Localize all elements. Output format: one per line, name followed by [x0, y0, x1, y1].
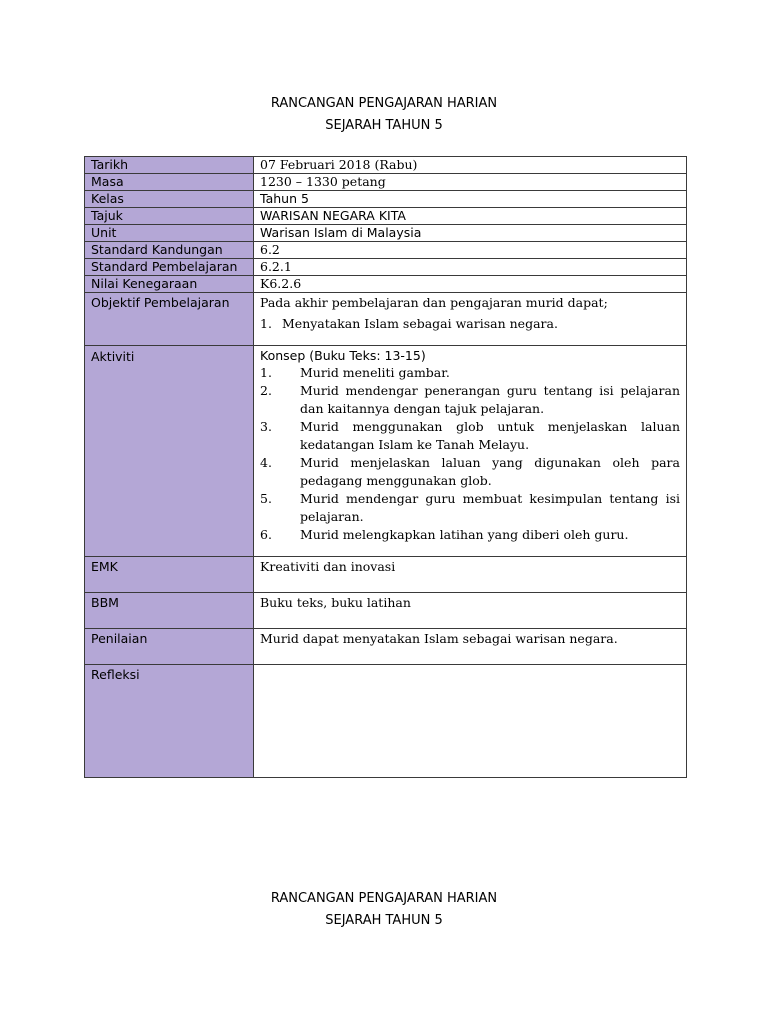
- row-tajuk: [85, 208, 687, 225]
- label-standard-kandungan: Standard Kandungan: [85, 242, 254, 259]
- value-emk: Kreativiti dan inovasi: [254, 557, 687, 593]
- objective-number: 1.: [260, 316, 272, 331]
- row-unit: [85, 225, 687, 242]
- label-refleksi: Refleksi: [85, 665, 254, 778]
- activity-number: 1.: [260, 365, 272, 380]
- value-objektif: [254, 293, 687, 346]
- activity-text: Murid meneliti gambar.: [300, 365, 450, 380]
- list-item: [260, 490, 680, 526]
- activity-text: Murid mendengar guru membuat kesimpulan tentang isi pelajaran.: [300, 491, 680, 524]
- heading-title: RANCANGAN PENGAJARAN HARIAN: [270, 891, 498, 906]
- label-kelas: Kelas: [85, 191, 254, 208]
- list-item: [260, 526, 680, 544]
- label-nilai-kenegaraan: Nilai Kenegaraan: [85, 276, 254, 293]
- activity-number: 2.: [260, 383, 272, 398]
- heading-subtitle: SEJARAH TAHUN 5: [325, 118, 443, 133]
- list-item: [260, 382, 680, 418]
- label-tarikh: Tarikh: [85, 157, 254, 174]
- label-masa: Masa: [85, 174, 254, 191]
- value-aktiviti: [254, 346, 687, 557]
- value-tajuk: WARISAN NEGARA KITA: [254, 208, 687, 225]
- objective-list: [260, 315, 680, 332]
- value-nilai-kenegaraan: K6.2.6: [254, 276, 687, 293]
- value-bbm: Buku teks, buku latihan: [254, 593, 687, 629]
- row-penilaian: [85, 629, 687, 665]
- row-refleksi: [85, 665, 687, 778]
- activity-number: 6.: [260, 527, 272, 542]
- document-heading-repeat: [0, 888, 768, 932]
- row-nilai-kenegaraan: [85, 276, 687, 293]
- activity-list: [260, 364, 680, 544]
- row-emk: [85, 557, 687, 593]
- value-unit: Warisan Islam di Malaysia: [254, 225, 687, 242]
- activity-intro: Konsep (Buku Teks: 13-15): [260, 348, 426, 363]
- row-tarikh: [85, 157, 687, 174]
- activity-number: 5.: [260, 491, 272, 506]
- activity-text: Murid melengkapkan latihan yang diberi oleh guru.: [300, 527, 629, 542]
- row-standard-kandungan: [85, 242, 687, 259]
- value-standard-pembelajaran: 6.2.1: [254, 259, 687, 276]
- value-penilaian: Murid dapat menyatakan Islam sebagai warisan negara.: [254, 629, 687, 665]
- label-emk: EMK: [85, 557, 254, 593]
- value-standard-kandungan: 6.2: [254, 242, 687, 259]
- activity-text: Murid menggunakan glob untuk menjelaskan laluan kedatangan Islam ke Tanah Melayu.: [300, 419, 680, 452]
- value-tarikh: 07 Februari 2018 (Rabu): [254, 157, 687, 174]
- label-aktiviti: Aktiviti: [85, 346, 254, 557]
- row-kelas: [85, 191, 687, 208]
- value-masa: 1230 – 1330 petang: [254, 174, 687, 191]
- lesson-plan-table: [84, 156, 687, 778]
- list-item: [260, 364, 680, 382]
- label-objektif: Objektif Pembelajaran: [85, 293, 254, 346]
- activity-text: Murid menjelaskan laluan yang digunakan oleh para pedagang menggunakan glob.: [300, 455, 680, 488]
- objective-text: Menyatakan Islam sebagai warisan negara.: [282, 316, 558, 331]
- list-item: [260, 418, 680, 454]
- objective-intro: Pada akhir pembelajaran dan pengajaran murid dapat;: [260, 295, 608, 310]
- value-refleksi: [254, 665, 687, 778]
- heading-subtitle: SEJARAH TAHUN 5: [325, 913, 443, 928]
- row-objektif: [85, 293, 687, 346]
- label-tajuk: Tajuk: [85, 208, 254, 225]
- list-item: [260, 454, 680, 490]
- heading-title: RANCANGAN PENGAJARAN HARIAN: [270, 96, 498, 111]
- document-heading: [0, 93, 768, 137]
- row-masa: [85, 174, 687, 191]
- list-item: [260, 315, 680, 332]
- value-kelas: Tahun 5: [254, 191, 687, 208]
- label-standard-pembelajaran: Standard Pembelajaran: [85, 259, 254, 276]
- row-standard-pembelajaran: [85, 259, 687, 276]
- activity-number: 4.: [260, 455, 272, 470]
- row-bbm: [85, 593, 687, 629]
- label-penilaian: Penilaian: [85, 629, 254, 665]
- activity-text: Murid mendengar penerangan guru tentang isi pelajaran dan kaitannya dengan tajuk pelajaran.: [300, 383, 680, 416]
- label-unit: Unit: [85, 225, 254, 242]
- activity-number: 3.: [260, 419, 272, 434]
- label-bbm: BBM: [85, 593, 254, 629]
- row-aktiviti: [85, 346, 687, 557]
